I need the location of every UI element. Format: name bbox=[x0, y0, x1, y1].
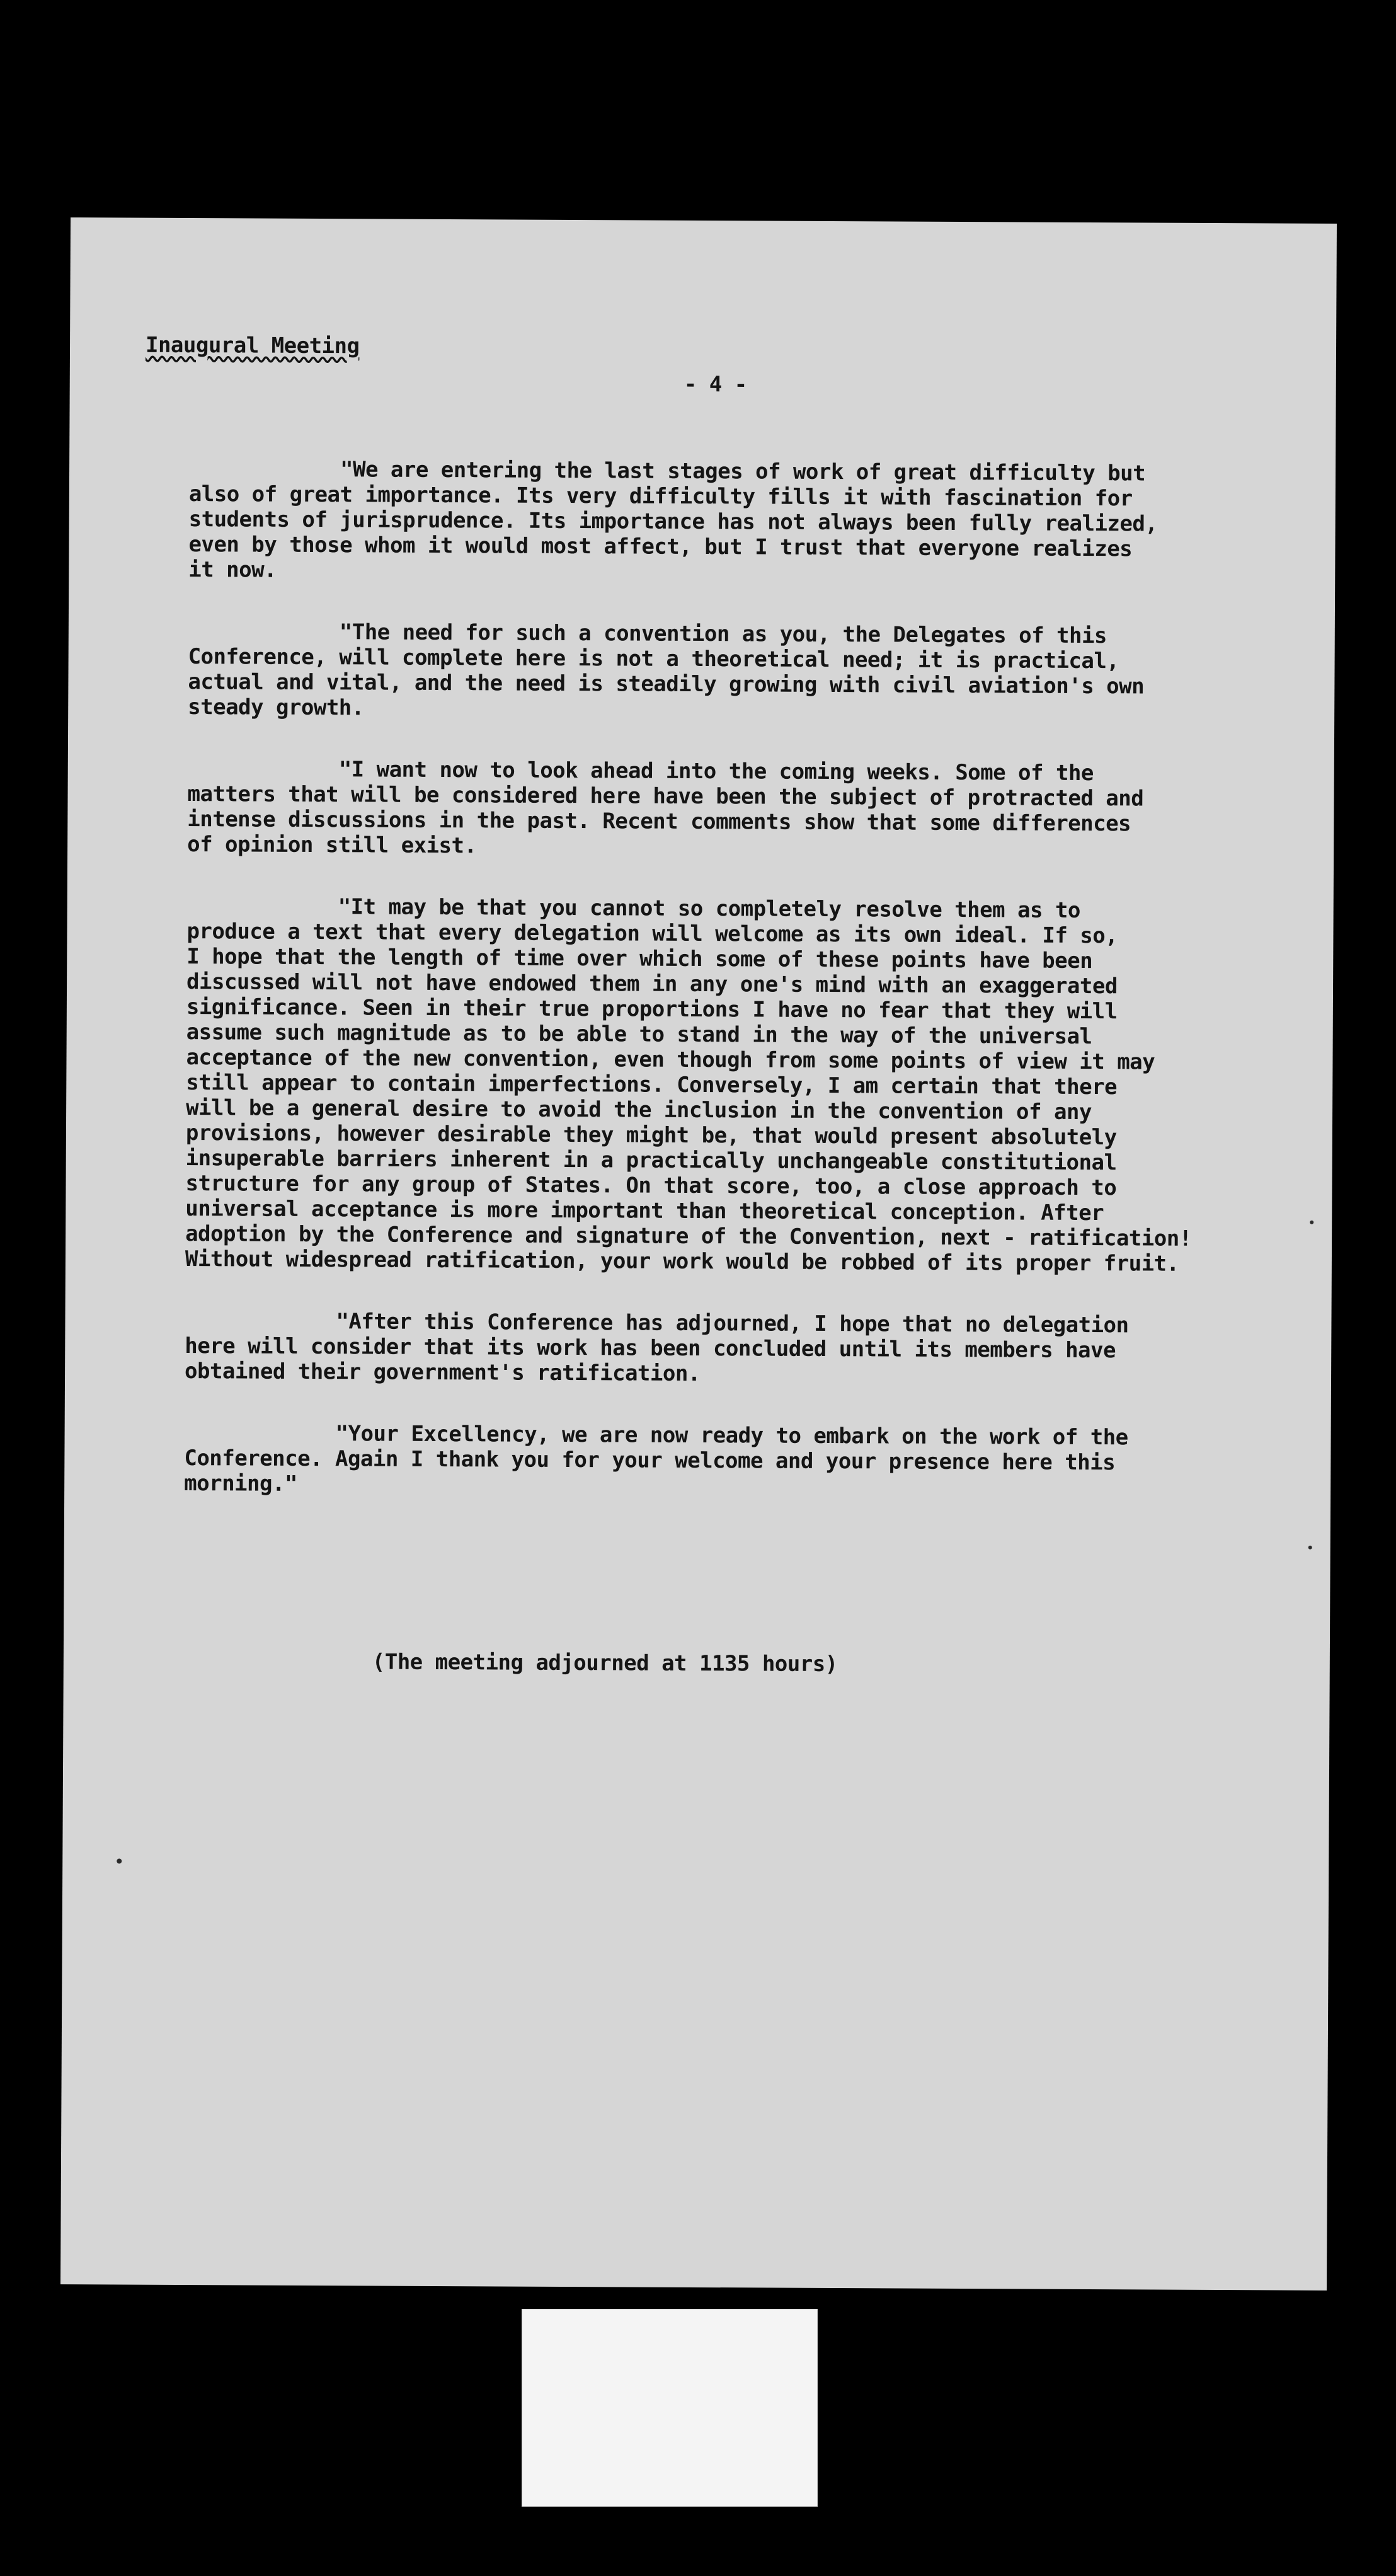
text-line: it now. bbox=[188, 557, 277, 583]
text-line: significance. Seen in their true proportions I have no fear that they will bbox=[186, 994, 1118, 1025]
text-line: "After this Conference has adjourned, I hope that no delegation bbox=[336, 1309, 1129, 1338]
text-line: I hope that the length of time over which some of these points have been bbox=[186, 944, 1093, 974]
text-line: produce a text that every delegation will welcome as its own ideal. If so, bbox=[186, 919, 1118, 949]
text-line: Without widespread ratification, your work would be robbed of its proper fruit. bbox=[185, 1246, 1179, 1277]
text-line: of opinion still exist. bbox=[187, 832, 477, 859]
text-line: Conference. Again I thank you for your welcome and your presence here this bbox=[184, 1446, 1116, 1476]
document-header: Inaugural Meeting bbox=[145, 332, 360, 359]
text-line: adoption by the Conference and signature of the Convention, next - ratification! bbox=[185, 1221, 1192, 1251]
text-line: structure for any group of States. On that score, too, a close approach to bbox=[185, 1171, 1117, 1201]
text-line: provisions, however desirable they might be, that would present absolutely bbox=[185, 1120, 1117, 1151]
paragraph-6 bbox=[184, 1420, 1218, 1501]
text-line: obtained their government's ratification. bbox=[184, 1359, 701, 1387]
text-line: also of great importance. Its very difficulty fills it with fascination for bbox=[188, 481, 1133, 512]
text-line: "We are entering the last stages of work of great difficulty but bbox=[340, 457, 1146, 486]
text-line: insuperable barriers inherent in a practically unchangeable constitutional bbox=[185, 1146, 1117, 1176]
text-line: "It may be that you cannot so completely resolve them as to bbox=[338, 894, 1080, 923]
text-line: "I want now to look ahead into the coming weeks. Some of the bbox=[338, 757, 1094, 786]
text-line: steady growth. bbox=[188, 694, 364, 721]
page-number: - 4 - bbox=[684, 371, 747, 398]
text-line: morning." bbox=[184, 1471, 298, 1497]
text-line: assume such magnitude as to be able to stand in the way of the universal bbox=[186, 1020, 1092, 1050]
ink-speck bbox=[1308, 1546, 1312, 1550]
text-line: students of jurisprudence. Its importance has not always been fully realized, bbox=[188, 507, 1158, 537]
text-line: matters that will be considered here have been the subject of protracted and bbox=[187, 781, 1144, 812]
text-line: acceptance of the new convention, even though from some points of view it may bbox=[186, 1045, 1155, 1075]
text-line: will be a general desire to avoid the inclusion in the convention of any bbox=[186, 1095, 1092, 1125]
paragraph-2 bbox=[188, 619, 1222, 725]
text-line: "The need for such a convention as you, the Delegates of this bbox=[339, 619, 1107, 649]
text-line: even by those whom it would most affect, but I trust that everyone realizes bbox=[188, 532, 1133, 562]
paragraph-4 bbox=[185, 894, 1220, 1277]
ink-speck bbox=[117, 1858, 122, 1863]
text-line: Conference, will complete here is not a theoretical need; it is practical, bbox=[188, 644, 1119, 674]
text-line: universal acceptance is more important than theoretical conception. After bbox=[185, 1196, 1104, 1226]
paragraph-1 bbox=[188, 456, 1222, 587]
text-line: "Your Excellency, we are now ready to embark on the work of the bbox=[335, 1421, 1128, 1451]
text-line: intense discussions in the past. Recent comments show that some differences bbox=[187, 807, 1131, 837]
document-body bbox=[184, 456, 1222, 1538]
text-line: here will consider that its work has been concluded until its members have bbox=[185, 1333, 1116, 1364]
paragraph-3 bbox=[187, 756, 1221, 862]
text-line: actual and vital, and the need is steadily growing with civil aviation's own bbox=[188, 669, 1145, 699]
typewritten-page bbox=[60, 217, 1337, 2291]
blank-card bbox=[522, 2309, 818, 2507]
text-line: still appear to contain imperfections. Conversely, I am certain that there bbox=[186, 1070, 1118, 1100]
adjournment-note: (The meeting adjourned at 1135 hours) bbox=[372, 1649, 838, 1677]
text-line: discussed will not have endowed them in any one's mind with an exaggerated bbox=[186, 969, 1118, 999]
ink-speck bbox=[1310, 1221, 1313, 1224]
paragraph-5 bbox=[185, 1308, 1218, 1389]
